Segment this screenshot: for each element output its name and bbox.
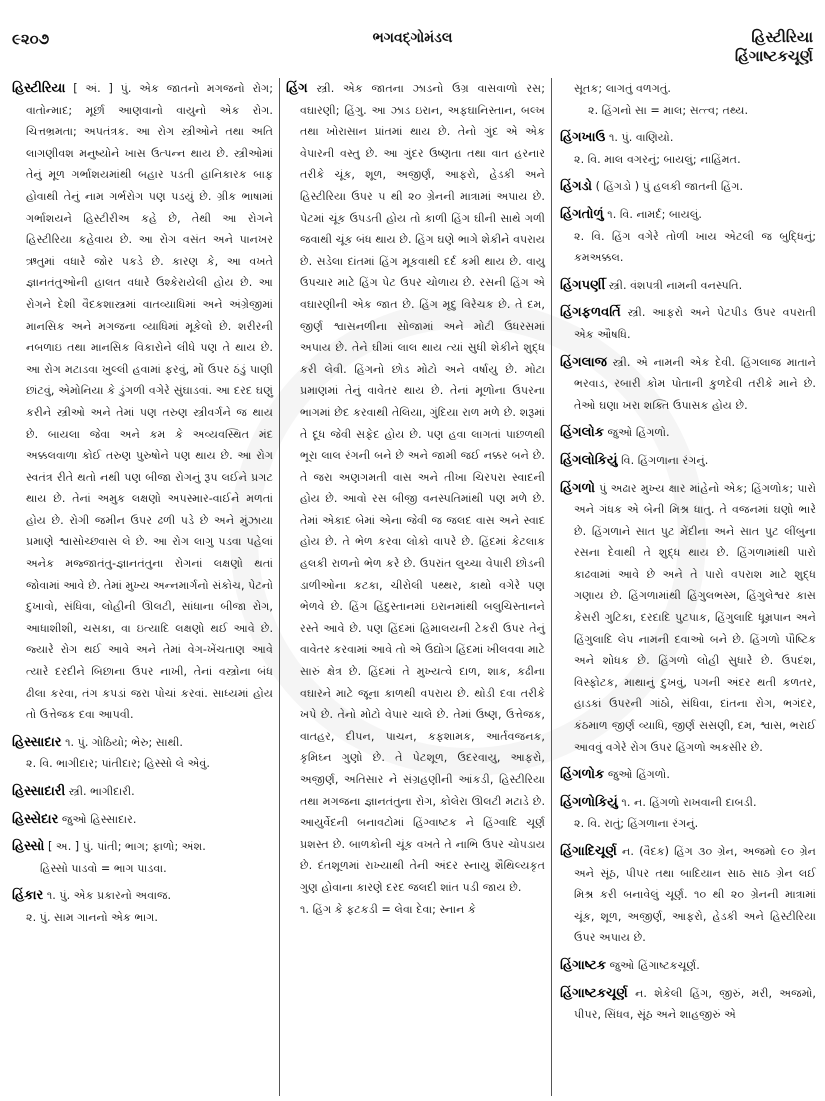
entry — [12, 781, 273, 803]
column-2 — [280, 78, 552, 1096]
headword: હિંગાદિચૂર્ણ — [560, 844, 617, 859]
headword: હિંગફળવર્તિ — [560, 305, 621, 321]
definition: ૧. વિ. નામર્દ; બાયલું. — [607, 207, 702, 221]
definition: સ્ત્રી. આફરો અને પેટપીડ ઉપર વપરાતી એક ઔષધિ. — [574, 306, 816, 341]
entry — [560, 127, 816, 170]
headword: હિંગલોકિયું — [560, 452, 618, 468]
sub-sense: ૨. વિ. માલ વગરનું; બાયલું; નાહિંમત. — [574, 152, 741, 166]
definition: વિ. હિંગળાના રંગનું. — [621, 453, 709, 467]
headword: હિંગળોકિયું — [560, 794, 618, 810]
headword: હિસ્સેદાર — [12, 811, 59, 827]
entry — [560, 450, 816, 472]
continued-definition: સૂતક; લાગતું વળગતું. — [574, 82, 671, 95]
definition: જુઓ હિંગળો. — [607, 426, 670, 440]
entry — [560, 78, 816, 121]
headword: હિંગલોક — [560, 425, 604, 441]
headword: હિંગખાઉ — [560, 130, 606, 146]
headword: હિંગાષ્ટક — [560, 957, 607, 973]
headword: હિંગળોક — [560, 767, 605, 783]
headword: હિંગ — [286, 81, 308, 96]
entry — [12, 732, 273, 775]
sub-sense: ૨. વિ. ભાગીદાર; પાંતીદાર; હિસ્સો લે એવું. — [26, 757, 210, 771]
phrase: હિસ્સો પાડવો = ભાગ પાડવા. — [40, 861, 167, 875]
entry — [560, 764, 816, 786]
entry — [560, 422, 816, 444]
entry — [560, 792, 816, 835]
guide-words — [735, 28, 813, 66]
definition: ન. શેકેલી હિંગ, જીરું, મરી, અજમો, પીપર, સિંધવ, સૂંઠ અને શાહજીરું એ — [574, 986, 816, 1022]
definition: [ અં. ] પું. એક જાતનો મગજનો રોગ; વાતોન્માદ; મૂર્છા આણવાનો વાયુનો એક રોગ. ચિત્તભ્રમતા; અપતંત્રક. આ રોગ સ્ત્રીઓને તથા અતિ લાગણીવશ મનુષ્યોને ખાસ ઉત્પન્ન થાય છે. સ્ત્રીઓમાં તેનું મૂળ ગર્ભાશયમાંથી બહાર પડતી હાનિકારક બાફ હોવાથી તેનું નામ ગર્ભરોગ પણ પડયું છે. ગ્રીક ભાષામાં ગર્ભાશયને હિસ્ટીરીઅ કહે છે, તેથી આ રોગને હિસ્ટીરિયા કહેવાય છે. આ રોગ વસંત અને પાનખર ઋતુમાં વધારે જોર પકડે છે. કારણ કે, આ વખતે જ્ઞાનતંતુઓની હાલત વધારે ઉશ્કેરાયેલી હોય છે. આ રોગને દેશી વૈદકશાસ્ત્રમાં વાતવ્યાધિમાં અને અંગ્રેજીમાં માનસિક અને મગજના વ્યાધિમાં મૂકેલો છે. શરીરની નબળાઇ તથા માનસિક વિકારોને લીધે પણ તે થાય છે. આ રોગ મટાડવા ખુલ્લી હવામાં ફરવું, મોં ઉપર ઠંડું પાણી છાંટવું, એમોનિયા કે ડુંગળી વગેરે સુંઘાડવાં. આ દરદ ઘણું કરીને સ્ત્રીઓ અને તેમાં પણ તરુણ સ્ત્રીવર્ગને જ થાય છે. બાયલા જેવા અને કમ કે અવ્યવસ્થિત મંદ અક્કલવાળા કોઈ તરુણ પુરુષોને પણ થાય છે. આ રોગ સ્વતંત્ર રીતે થતો નથી પણ બીજા રોગનું રૂપ લઈને પ્રગટ થાય છે. તેનાં અમુક લક્ષણો અપસ્માર-વાઈને મળતાં હોય છે. રોગી જમીન ઉપર ઢળી પડે છે અને મુંઝાયા પ્રમાણે શ્વાસોચ્છ્વાસ લે છે. આ રોગ લાગુ પડવા પહેલાં અનેક મજ્જાતંતુ-જ્ઞાનતંતુના રોગનાં લક્ષણો થતાં જોવામાં આવે છે. તેમાં મુખ્ય અન્નમાર્ગનો સંકોચ, પેટનો દુખાવો, સંધિવા, લોહીની ઊલટી, સાંધાના બીજા રોગ, આધાશીશી, ચસકા, વા ઇત્યાદિ લક્ષણો થઈ આવે છે. જ્યારે રોગ થઈ આવે અને તેમાં વેગ-ખેંચતાણ આવે ત્યારે દરદીને બિછાના ઉપર નાખી, તેનાં વસ્ત્રોના બંધ ઢીલા કરવા, તંગ કપડાં જરા પોચાં કરવાં. સાધ્યમાં હોય તો ઉત્તેજક દવા આપવી. — [26, 82, 273, 722]
phrase: ૨. હિંગનો સા = માલ; સત્ત્વ; તથ્ય. — [588, 103, 749, 117]
headword: હિંગપર્ણી — [560, 277, 606, 293]
guide-word-last: હિંગાષ્ટકચૂર્ણ — [734, 47, 813, 65]
headword: હિંગતોળું — [560, 206, 604, 222]
definition: ( હિંગડો ) પું હલકી જાતની હિંગ. — [595, 180, 744, 194]
dictionary-columns — [8, 78, 820, 1096]
column-3 — [552, 78, 820, 1096]
headword: હિંગડો — [560, 179, 593, 195]
definition: ૧. પું. વાણિયો. — [608, 131, 674, 145]
entry — [560, 478, 816, 759]
headword: હિંગાષ્ટકચૂર્ણ — [560, 985, 628, 1001]
definition: જુઓ હિંગળો. — [607, 768, 670, 782]
sub-sense: ૨. વિ. હિંગ વગેરે તોળી ખાય એટલી જ બુદ્ધિનું; કમઅક્કલ. — [574, 229, 816, 265]
headword: હિસ્ટીરિયા — [12, 81, 66, 96]
guide-word-first: હિસ્ટીરિયા — [751, 28, 813, 46]
entry — [12, 885, 273, 928]
entry — [286, 78, 545, 920]
definition: ન. (વૈદક) હિંગ ૩૦ ગ્રેન, અજમો ૯૦ ગ્રેન અને સૂંઠ, પીપર તથા બાદિયાન સાઠ સાઠ ગ્રેન લઈ મિશ્ર કરી બનાવેલું ચૂર્ણ. ૧૦ થી ૨૦ ગ્રેનની માત્રામાં ચૂંક, શૂળ, અજીર્ણ, આફરો, હેડકી અને હિસ્ટીરિયા ઉપર અપાય છે. — [574, 845, 816, 945]
entry — [560, 176, 816, 198]
definition: ૧. પું. ગોઠિયો; ભેરુ; સાથી. — [65, 735, 183, 749]
headword: હિંગલાજ — [560, 354, 607, 370]
book-title: ભગવદ્ગોમંડલ — [372, 30, 453, 46]
entry — [560, 841, 816, 949]
headword: હિંકાર — [12, 888, 44, 904]
entry — [560, 204, 816, 269]
entry — [560, 352, 816, 417]
definition: સ્ત્રી. એ નામની એક દેવી. હિંગલાજ માતાને ભરવાડ, રબારી કોમ પોતાની કુળદેવી તરીકે માને છે. તેઓ ઘણા ખરા શક્તિ ઉપાસક હોય છે. — [574, 355, 816, 412]
headword: હિસ્સાદાર — [12, 734, 62, 750]
headword: હિસ્સો — [12, 839, 45, 855]
definition: સ્ત્રી. વંશપત્રી નામની વનસ્પતિ. — [608, 278, 743, 292]
definition: જુઓ હિસ્સાદાર. — [61, 812, 137, 826]
entry — [12, 836, 273, 879]
entry — [12, 809, 273, 831]
entry — [12, 78, 273, 726]
entry — [560, 275, 816, 297]
entry — [560, 955, 816, 977]
definition: જુઓ હિંગાષ્ટકચૂર્ણ. — [609, 958, 700, 972]
page-header — [0, 0, 825, 72]
phrase: ૧. હિંગ કે ફટકડી = લેવા દેવા; સ્નાન કે — [300, 902, 476, 916]
sub-sense: ૨. પું. સામ ગાનનો એક ભાગ. — [26, 910, 158, 924]
definition: પું અઢાર મુખ્ય ક્ષાર માંહેનો એક; હિંગળોક; પારો અને ગંધક એ બેની મિશ્ર ધાતુ. તે વજનમાં ઘણો ભારે છે. હિંગળાને સાત પુટ મેંદીના અને સાત પુટ લીંબુના રસના દેવાથી તે શુદ્ધ થાય છે. હિંગળામાંથી પારો કાઢવામાં આવે છે અને તે પારો વપરાશ માટે શુદ્ધ ગણાય છે. હિંગળામાંથી હિંગુલભસ્મ, હિંગુલેશ્વર કાસ કેસરી ગુટિકા, દરદાદિ પુટપાક, હિંગુલાદિ ધૂમ્રપાન અને હિંગુલાદિ લેપ નામની દવાઓ બને છે. હિંગળો પૌષ્ટિક અને શોધક છે. હિંગળો લોહી સુધારે છે. ઉપદંશ, વિસ્ફોટક, માથાનું દુખવું, પગની અંદર થતી કળતર, હાડકાં ઉપરની ગાંઠો, સંધિવા, દાંતના રોગ, ભગંદર, કંઠમાળ જીર્ણ વ્યાધિ, જીર્ણ સસણી, દમ, શ્વાસ, ભરાઈ આવવું વગેરે રોગ ઉપર હિંગળો અકસીર છે. — [574, 481, 816, 754]
headword: હિંગળો — [560, 480, 596, 496]
column-1 — [8, 78, 280, 1096]
definition: સ્ત્રી. એક જાતના ઝાડનો ઉગ્ર વાસવાળો રસ; વઘારણી; હિંગુ. આ ઝાડ ઇરાન, અફઘાનિસ્તાન, બલ્ખ તથા ખોરાસાન પ્રાંતમાં થાય છે. તેનો ગુંદ એ એક વેપારની વસ્તુ છે. આ ગુંદર ઉષ્ણતા તથા વાત હરનાર તરીકે ચૂંક, શૂળ, અજીર્ણ, આફરો, હેડકી અને હિસ્ટીરિયા ઉપર ૫ થી ૨૦ ગ્રેનની માત્રામાં અપાય છે. પેટમાં ચૂંક ઉપડતી હોય તો કાળી હિંગ ઘીની સાથે ગળી જવાથી ચૂંક બંધ થાય છે. હિંગ ઘણે ભાગે શેકીને વપરાય છે. સડેલા દાંતમાં હિંગ મૂકવાથી દર્દ કમી થાય છે. વાયુ ઉપચાર માટે હિંગ પેટ ઉપર ચોળાય છે. રસની હિંગ એ વઘારણીની એક જાત છે. હિંગ મૃદુ વિરેચક છે. તે દમ, જીર્ણ શ્વાસનળીના સોજામાં અને મોટી ઉધરસમાં અપાય છે. તેને ઘીમાં લાલ થાય ત્યાં સુધી શેકીને શુદ્ધ કરી લેવી. હિંગનો છોડ મોટો અને વર્ષાયુ છે. મોટા પ્રમાણમાં તેનું વાવેતર થાય છે. તેનાં મૂળોના ઉપરના ભાગમાં છેદ કરવાથી તેલિયા, ગુંદિયા રાળ મળે છે. શરૂમાં તે દૂધ જેવી સફેદ હોય છે. પણ હવા લાગતાં પાછળથી ભૂરા લાલ રંગની બને છે અને જામી જઈ નક્કર બને છે. તે જરા અણગમતી વાસ અને તીખા ચિરપરા સ્વાદની હોય છે. આવો રસ બીજી વનસ્પતિમાંથી પણ મળે છે. તેમાં એકાદ બેમાં એના જેવી જ જલદ વાસ અને સ્વાદ હોય છે. તે ભેળ કરવા લોકો વાપરે છે. હિંદમાં કેટલાક હલકી રાળનો ભેળ કરે છે. ઉપરાંત લુચ્ચા વેપારી છોડની ડાળીઓના કટકા, ચીરોલી પથ્થર, કાથો વગેરે પણ ભેળવે છે. હિંગ હિંદુસ્તાનમાં ઇરાનમાંથી બલુચિસ્તાનને રસ્તે આવે છે. પણ હિંદમાં હિમાલયની ટેકરી ઉપર તેનું વાવેતર કરવામાં આવે તો એ ઉદ્યોગ હિંદમાં ખીલવવા માટે સારું ક્ષેત્ર છે. હિંદમાં તે મુખ્યત્વે દાળ, શાક, કઢીના વઘારને માટે જૂના કાળથી વપરાય છે. થોડી દવા તરીકે ખપે છે. તેનો મોટો વેપાર ચાલે છે. તેમાં ઉષ્ણ, ઉત્તેજક, વાતહર, દીપન, પાચન, કફશામક, આર્તવજનક, કૃમિઘ્ન ગુણો છે. તે પેટશૂળ, ઉદરવાયુ, આફરો, અજીર્ણ, અતિસાર ને સંગ્રહણીની આંકડી, હિસ્ટીરિયા તથા મગજના જ્ઞાનતંતુના રોગ, કોલેરા ઊલટી મટાડે છે. આયુર્વેદની બનાવટોમાં હિંગ્વાષ્ટક ને હિંગ્વાદિ ચૂર્ણ પ્રશસ્ત છે. બાળકોની ચૂંક વખતે તે નાભિ ઉપર ચોપડાય છે. દંતશૂળમાં રાખ્યાથી તેની અંદર સ્નાયુ શૈથિલ્યકૃત ગુણ હોવાના કારણે દરદ જલદી શાંત પડી જાય છે. — [300, 82, 545, 894]
definition: ૧. ન. હિંગળો રાખવાની દાબડી. — [621, 795, 757, 809]
page-number: ૯૨૦૭ — [12, 30, 50, 48]
headword: હિસ્સાદારી — [12, 784, 66, 799]
sub-sense: ૨. વિ. રાતું; હિંગળાના રંગનું. — [574, 817, 699, 831]
entry — [560, 302, 816, 345]
definition: સ્ત્રી. ભાગીદારી. — [68, 785, 135, 798]
entry — [560, 983, 816, 1026]
definition: ૧. પું. એક પ્રકારનો અવાજ. — [46, 889, 172, 903]
definition: [ અ. ] પું. પાંતી; ભાગ; ફાળો; અંશ. — [47, 840, 206, 854]
